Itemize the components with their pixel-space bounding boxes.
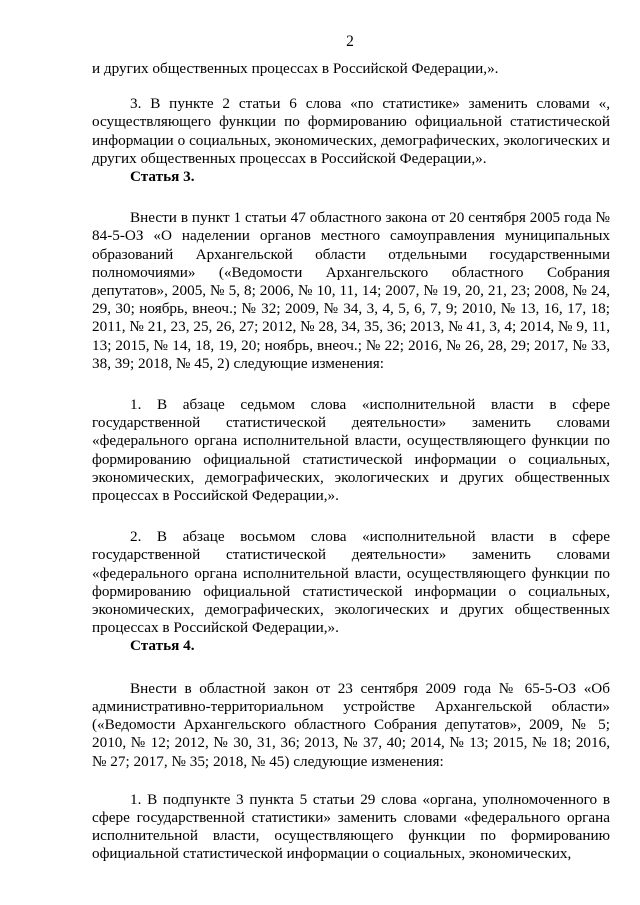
paragraph-item-3: 3. В пункте 2 статьи 6 слова «по статистике» заменить словами «, осуществляющего функции по формированию официальной статистической информации о социальных, экономических, демографических, экологических и других общественных процессах в Российской Федерации,». [92, 95, 610, 167]
article-3-heading: Статья 3. [130, 168, 195, 186]
document-body [92, 60, 610, 864]
article-4-item-1: 1. В подпункте 3 пункта 5 статьи 29 слова «органа, уполномоченного в сфере государственной статистики» заменить словами «федерального органа исполнительной власти, осуществляющего функции по формированию официальной статистической информации о социальных, экономических, [92, 790, 610, 863]
article-4-heading: Статья 4. [130, 637, 195, 655]
page-number: 2 [346, 33, 354, 50]
article-3-item-2: 2. В абзаце восьмом слова «исполнительной власти в сфере государственной статистической деятельности» заменить словами «федерального органа исполнительной власти, осуществляющего функции по формированию официальной статистической информации о социальных, экономических, демографических, экологических и других общественных процессах в Российской Федерации,». [92, 528, 610, 637]
paragraph-continuation: и других общественных процессах в Российской Федерации,». [92, 60, 499, 77]
article-4-intro: Внести в областной закон от 23 сентября 2009 года № 65-5-ОЗ «Об административно-территориальном устройстве Архангельской области» («Ведомости Архангельского областного Собрания депутатов», 2009, № 5; 2010, № 12; 2012, № 30, 31, 36; 2013, № 37, 40; 2014, № 13; 2015, № 18; 2016, № 27; 2017, № 35; 2018, № 45) следующие изменения: [92, 679, 610, 770]
article-3-intro: Внести в пункт 1 статьи 47 областного закона от 20 сентября 2005 года № 84-5-ОЗ «О наделении органов местного самоуправления муниципальных образований Архангельской области отдельными государственными полномочиями» («Ведомости Архангельского областного Собрания депутатов», 2005, № 5, 8; 2006, № 10, 11, 14; 2007, № 19, 20, 21, 23; 2008, № 24, 29, 30; ноябрь, внеоч.; № 32; 2009, № 34, 3, 4, 5, 6, 7, 9; 2010, № 13, 16, 17, 18; 2011, № 21, 23, 25, 26, 27; 2012, № 28, 34, 35, 36; 2013, № 41, 3, 4; 2014, № 9, 11, 13; 2015, № 14, 18, 19, 20; ноябрь, внеоч.; № 22; 2016, № 26, 28, 29; 2017, № 33, 38, 39; 2018, № 45, 2) следующие изменения: [92, 209, 610, 372]
article-3-item-1: 1. В абзаце седьмом слова «исполнительной власти в сфере государственной статистической деятельности» заменить словами «федерального органа исполнительной власти, осуществляющего функции по формированию официальной статистической информации о социальных, экономических, демографических, экологических и других общественных процессах в Российской Федерации,». [92, 396, 610, 505]
